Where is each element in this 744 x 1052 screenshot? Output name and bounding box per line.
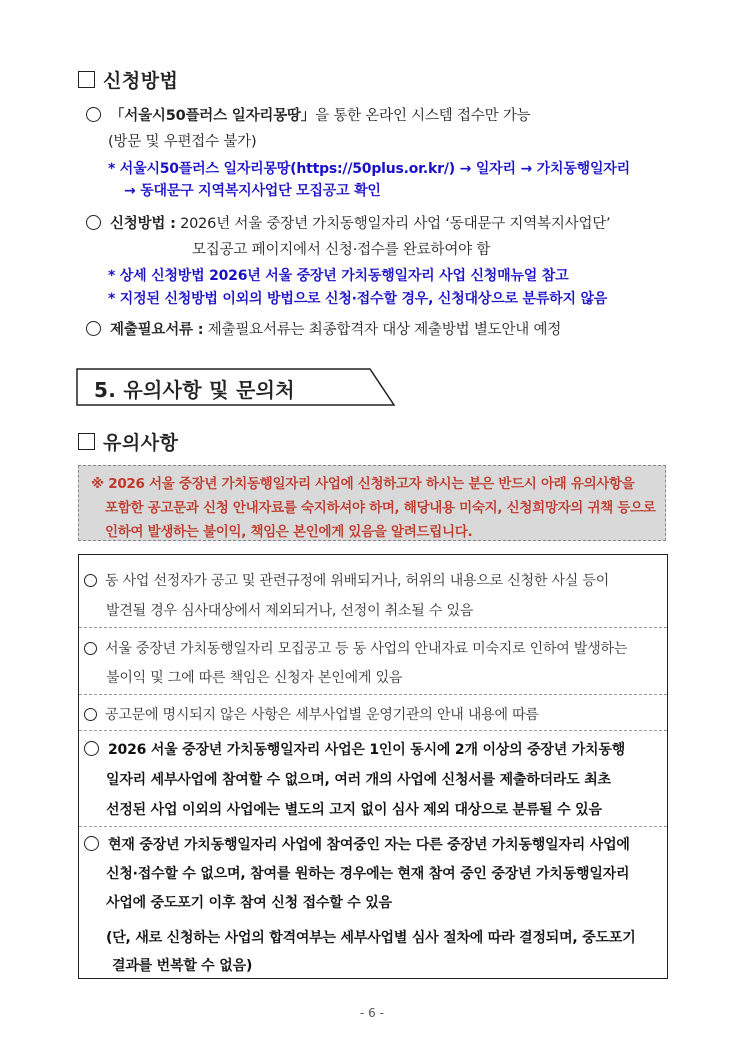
checkbox-square-icon	[78, 71, 95, 88]
note-item-5-line4: (단, 새로 신청하는 사업의 합격여부는 세부사업별 심사 절차에 따라 결정되며, 중도포기	[106, 930, 636, 946]
circle-bullet-icon	[84, 708, 97, 721]
circle-bullet-icon	[86, 215, 101, 230]
notice-line-1: ※ 2026 서울 중장년 가치동행일자리 사업에 신청하고자 하시는 분은 반드시 아래 유의사항을	[91, 476, 635, 492]
note-item-4: 2026 서울 중장년 가치동행일자리 사업은 1인이 동시에 2개 이상의 중장년 가치동행	[84, 739, 625, 759]
circle-bullet-icon	[86, 107, 101, 122]
circle-bullet-icon	[84, 836, 99, 851]
note-item-5: 현재 중장년 가치동행일자리 사업에 참여중인 자는 다른 중장년 가치동행일자리 사업에	[84, 834, 630, 854]
circle-bullet-icon	[84, 574, 97, 587]
note-item-5-line5: 결과를 번복할 수 없음)	[112, 958, 253, 974]
dashed-divider	[79, 627, 667, 628]
chapter-title-box	[76, 368, 394, 406]
note-item-5-line2: 신청·접수할 수 없으며, 참여를 원하는 경우에는 현재 참여 중인 중장년 가치동행일자리	[106, 866, 630, 882]
dashed-divider	[79, 826, 667, 827]
section-heading-notes: 유의사항	[78, 428, 178, 455]
apply-item-2-note2: * 지정된 신청방법 이외의 방법으로 신청·접수할 경우, 신청대상으로 분류하지 않음	[108, 291, 608, 307]
note-item-1: 동 사업 선정자가 공고 및 관련규정에 위배되거나, 허위의 내용으로 신청한 사실 등이	[84, 570, 609, 590]
chapter-title: 5. 유의사항 및 문의처	[94, 378, 295, 402]
page-number: - 6 -	[360, 1006, 384, 1020]
notice-box	[78, 465, 666, 541]
apply-item-1-note2: → 동대문구 지역복지사업단 모집공고 확인	[124, 183, 381, 199]
apply-item-2: 신청방법 : 2026년 서울 중장년 가치동행일자리 사업 ‘동대문구 지역복지사업단’	[86, 212, 610, 233]
note-item-2: 서울 중장년 가치동행일자리 모집공고 등 동 사업의 안내자료 미숙지로 인하여 발생하는	[84, 638, 627, 658]
apply-item-2-line2: 모집공고 페이지에서 신청·접수를 완료하여야 함	[192, 242, 491, 258]
apply-item-1-note1: * 서울시50플러스 일자리몽땅(https://50plus.or.kr/) → 일자리 → 가치동행일자리	[108, 161, 630, 177]
note-item-1-line2: 발견될 경우 심사대상에서 제외되거나, 선정이 취소될 수 있음	[106, 603, 474, 619]
apply-item-1-line2: (방문 및 우편접수 불가)	[108, 134, 257, 150]
section-heading-apply-method: 신청방법	[78, 66, 178, 93]
apply-item-3: 제출필요서류 : 제출필요서류는 최종합격자 대상 제출방법 별도안내 예정	[86, 318, 561, 339]
dashed-divider	[79, 694, 667, 695]
circle-bullet-icon	[86, 321, 101, 336]
circle-bullet-icon	[84, 741, 99, 756]
apply-item-2-note1: * 상세 신청방법 2026년 서울 중장년 가치동행일자리 사업 신청매뉴얼 참고	[108, 268, 569, 284]
note-item-3: 공고문에 명시되지 않은 사항은 세부사업별 운영기관의 안내 내용에 따름	[84, 704, 539, 724]
notice-line-2: 포함한 공고문과 신청 안내자료를 숙지하셔야 하며, 해당내용 미숙지, 신청희망자의 귀책 등으로	[105, 500, 656, 516]
dashed-divider	[79, 730, 667, 731]
note-item-2-line2: 불이익 및 그에 따른 책임은 신청자 본인에게 있음	[106, 670, 403, 686]
notice-line-3: 인하여 발생하는 불이익, 책임은 본인에게 있음을 알려드립니다.	[105, 524, 473, 540]
note-item-4-line3: 선정된 사업 이외의 사업에는 별도의 고지 없이 심사 제외 대상으로 분류될 수 있음	[106, 802, 602, 818]
apply-item-1: 「서울시50플러스 일자리몽땅」을 통한 온라인 시스템 접수만 가능	[86, 104, 530, 125]
checkbox-square-icon	[78, 433, 95, 450]
circle-bullet-icon	[84, 642, 97, 655]
note-item-5-line3: 사업에 중도포기 이후 참여 신청 접수할 수 있음	[106, 895, 392, 911]
note-item-4-line2: 일자리 세부사업에 참여할 수 없으며, 여러 개의 사업에 신청서를 제출하더라도 최초	[106, 772, 611, 788]
